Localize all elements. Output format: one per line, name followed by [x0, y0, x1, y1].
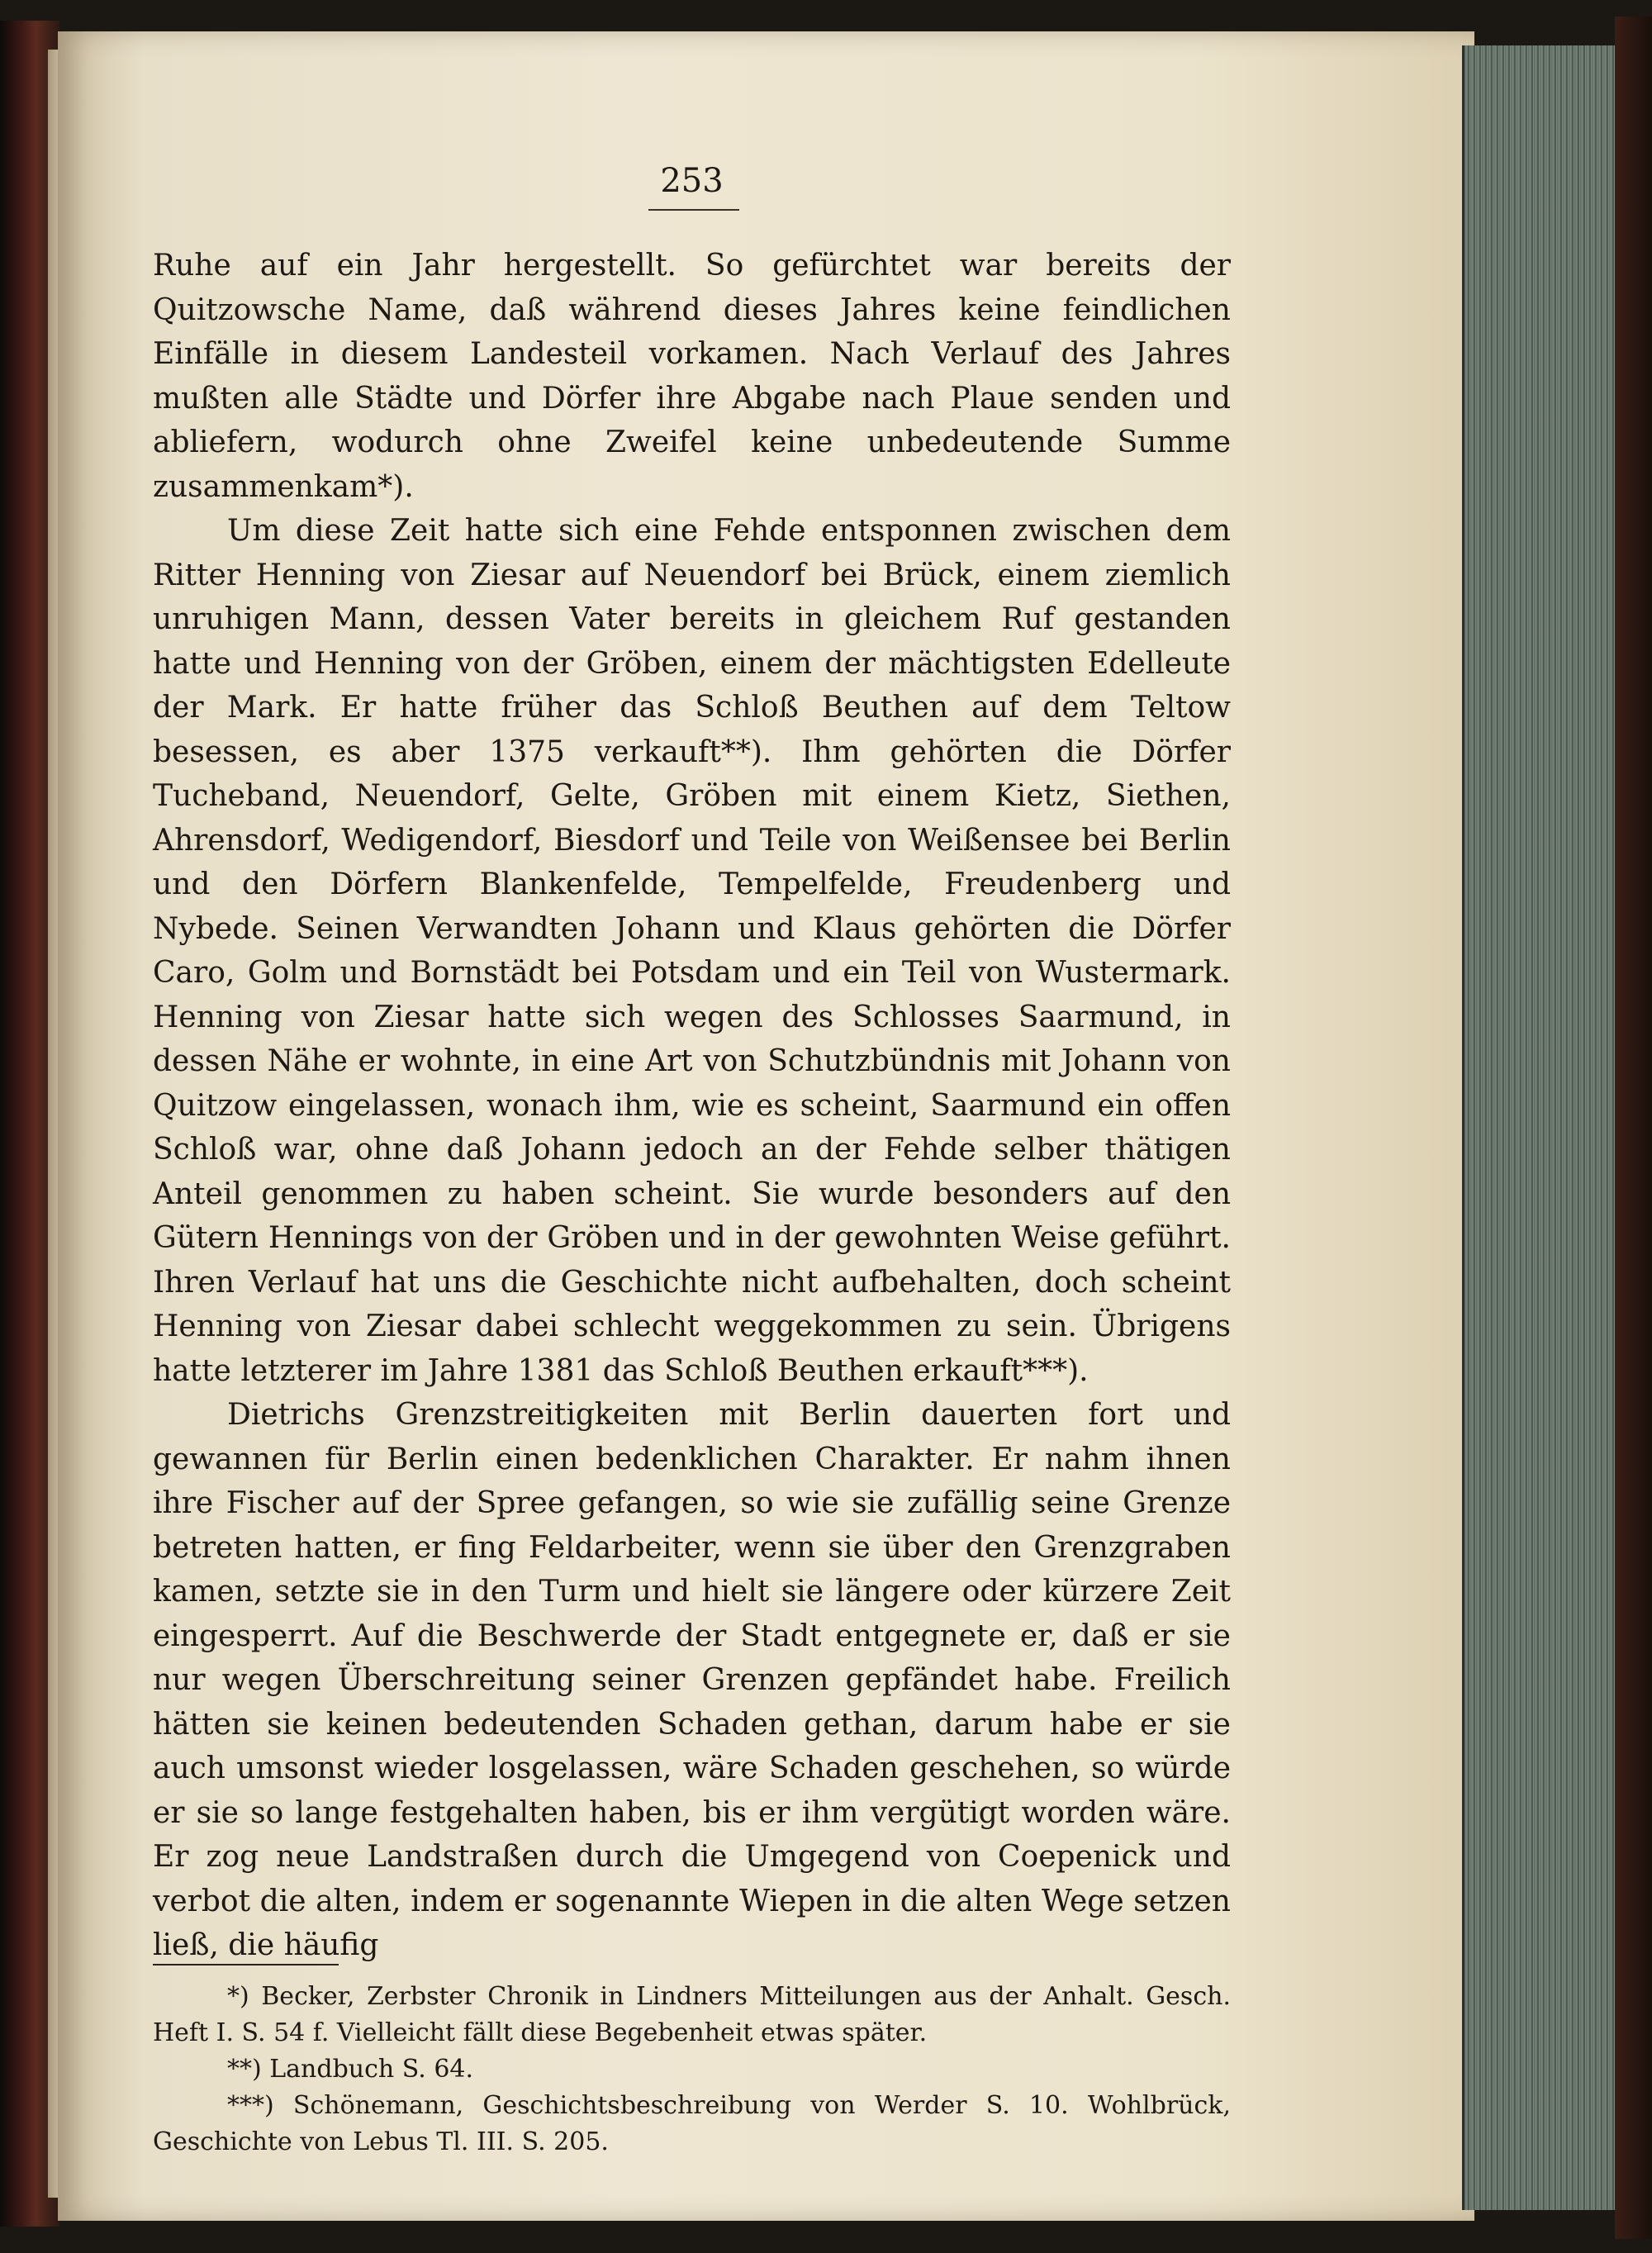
- footnote: **) Landbuch S. 64.: [227, 2055, 474, 2084]
- paragraph: Dietrichs Grenzstreitigkeiten mit Berlin dauerten fort und gewannen für Berlin einen bedenklichen Charakter. Er nahm ihnen ihre Fischer auf der Spree gefangen, so wie sie zufällig seine Grenze betreten hatten, er fing Feldarbeiter, wenn sie über den Grenzgraben kamen, setzte sie in den Turm und hielt sie längere oder kürzere Zeit eingesperrt. Auf die Beschwerde der Stadt entgegnete er, daß er sie nur wegen Überschreitung seiner Grenzen gepfändet habe. Freilich hätten sie keinen bedeutenden Schaden gethan, darum habe er sie auch umsonst wieder losgelassen, wäre Schaden geschehen, so würde er sie so lange festgehalten haben, bis er ihm vergütigt worden wäre. Er zog neue Landstraßen durch die Umgegend von Coepenick und verbot die alten, indem er sogenannte Wiepen in die alten Wege setzen ließ, die häufig: [153, 1398, 1231, 1962]
- paragraph: Um diese Zeit hatte sich eine Fehde entsponnen zwischen dem Ritter Henning von Ziesar auf Neuendorf bei Brück, einem ziemlich unruhigen Mann, dessen Vater bereits in gleichem Ruf gestanden hatte und Henning von der Gröben, einem der mächtigsten Edelleute der Mark. Er hatte früher das Schloß Beuthen auf dem Teltow besessen, es aber 1375 verkauft**). Ihm gehörten die Dörfer Tucheband, Neuendorf, Gelte, Gröben mit einem Kietz, Siethen, Ahrensdorf, Wedigendorf, Biesdorf und Teile von Weißensee bei Berlin und den Dörfern Blankenfelde, Tempelfelde, Freudenberg und Nybede. Seinen Verwandten Johann und Klaus gehörten die Dörfer Caro, Golm und Bornstädt bei Potsdam und ein Teil von Wustermark. Henning von Ziesar hatte sich wegen des Schlosses Saarmund, in dessen Nähe er wohnte, in eine Art von Schutzbündnis mit Johann von Quitzow eingelassen, wonach ihm, wie es scheint, Saarmund ein offen Schloß war, ohne daß Johann jedoch an der Fehde selber thätigen Anteil genommen zu haben scheint. Sie wurde besonders auf den Gütern Hennings von der Gröben und in der gewohnten Weise geführt. Ihren Verlauf hat uns die Geschichte nicht aufbehalten, doch scheint Henning von Ziesar dabei schlecht weggekommen zu sein. Übrigens hatte letzterer im Jahre 1381 das Schloß Beuthen erkauft***).: [153, 514, 1231, 1388]
- page-number: 253: [660, 162, 724, 200]
- paragraph: Ruhe auf ein Jahr hergestellt. So gefürchtet war bereits der Quitzowsche Name, daß während dieses Jahres keine feindlichen Einfälle in diesem Landesteil vorkamen. Nach Verlauf des Jahres mußten alle Städte und Dörfer ihre Abgabe nach Plaue senden und abliefern, wodurch ohne Zweifel keine unbedeutende Summe zusammenkam*).: [153, 249, 1231, 504]
- footnotes: [153, 1979, 1231, 2160]
- body-text: [153, 244, 1231, 1968]
- page-stack-edges: [1462, 45, 1630, 2210]
- footnote-divider: [153, 1964, 339, 1965]
- book-cover-right: [1615, 17, 1652, 2239]
- footnote: *) Becker, Zerbster Chronik in Lindners Mitteilungen aus der Anhalt. Gesch. Heft I. S. 54 f. Vielleicht fällt diese Begebenheit etwas später.: [153, 1982, 1231, 2047]
- footnote: ***) Schönemann, Geschichtsbeschreibung von Werder S. 10. Wohlbrück, Geschichte von Lebus Tl. III. S. 205.: [153, 2091, 1231, 2156]
- page-number-rule: [648, 209, 739, 211]
